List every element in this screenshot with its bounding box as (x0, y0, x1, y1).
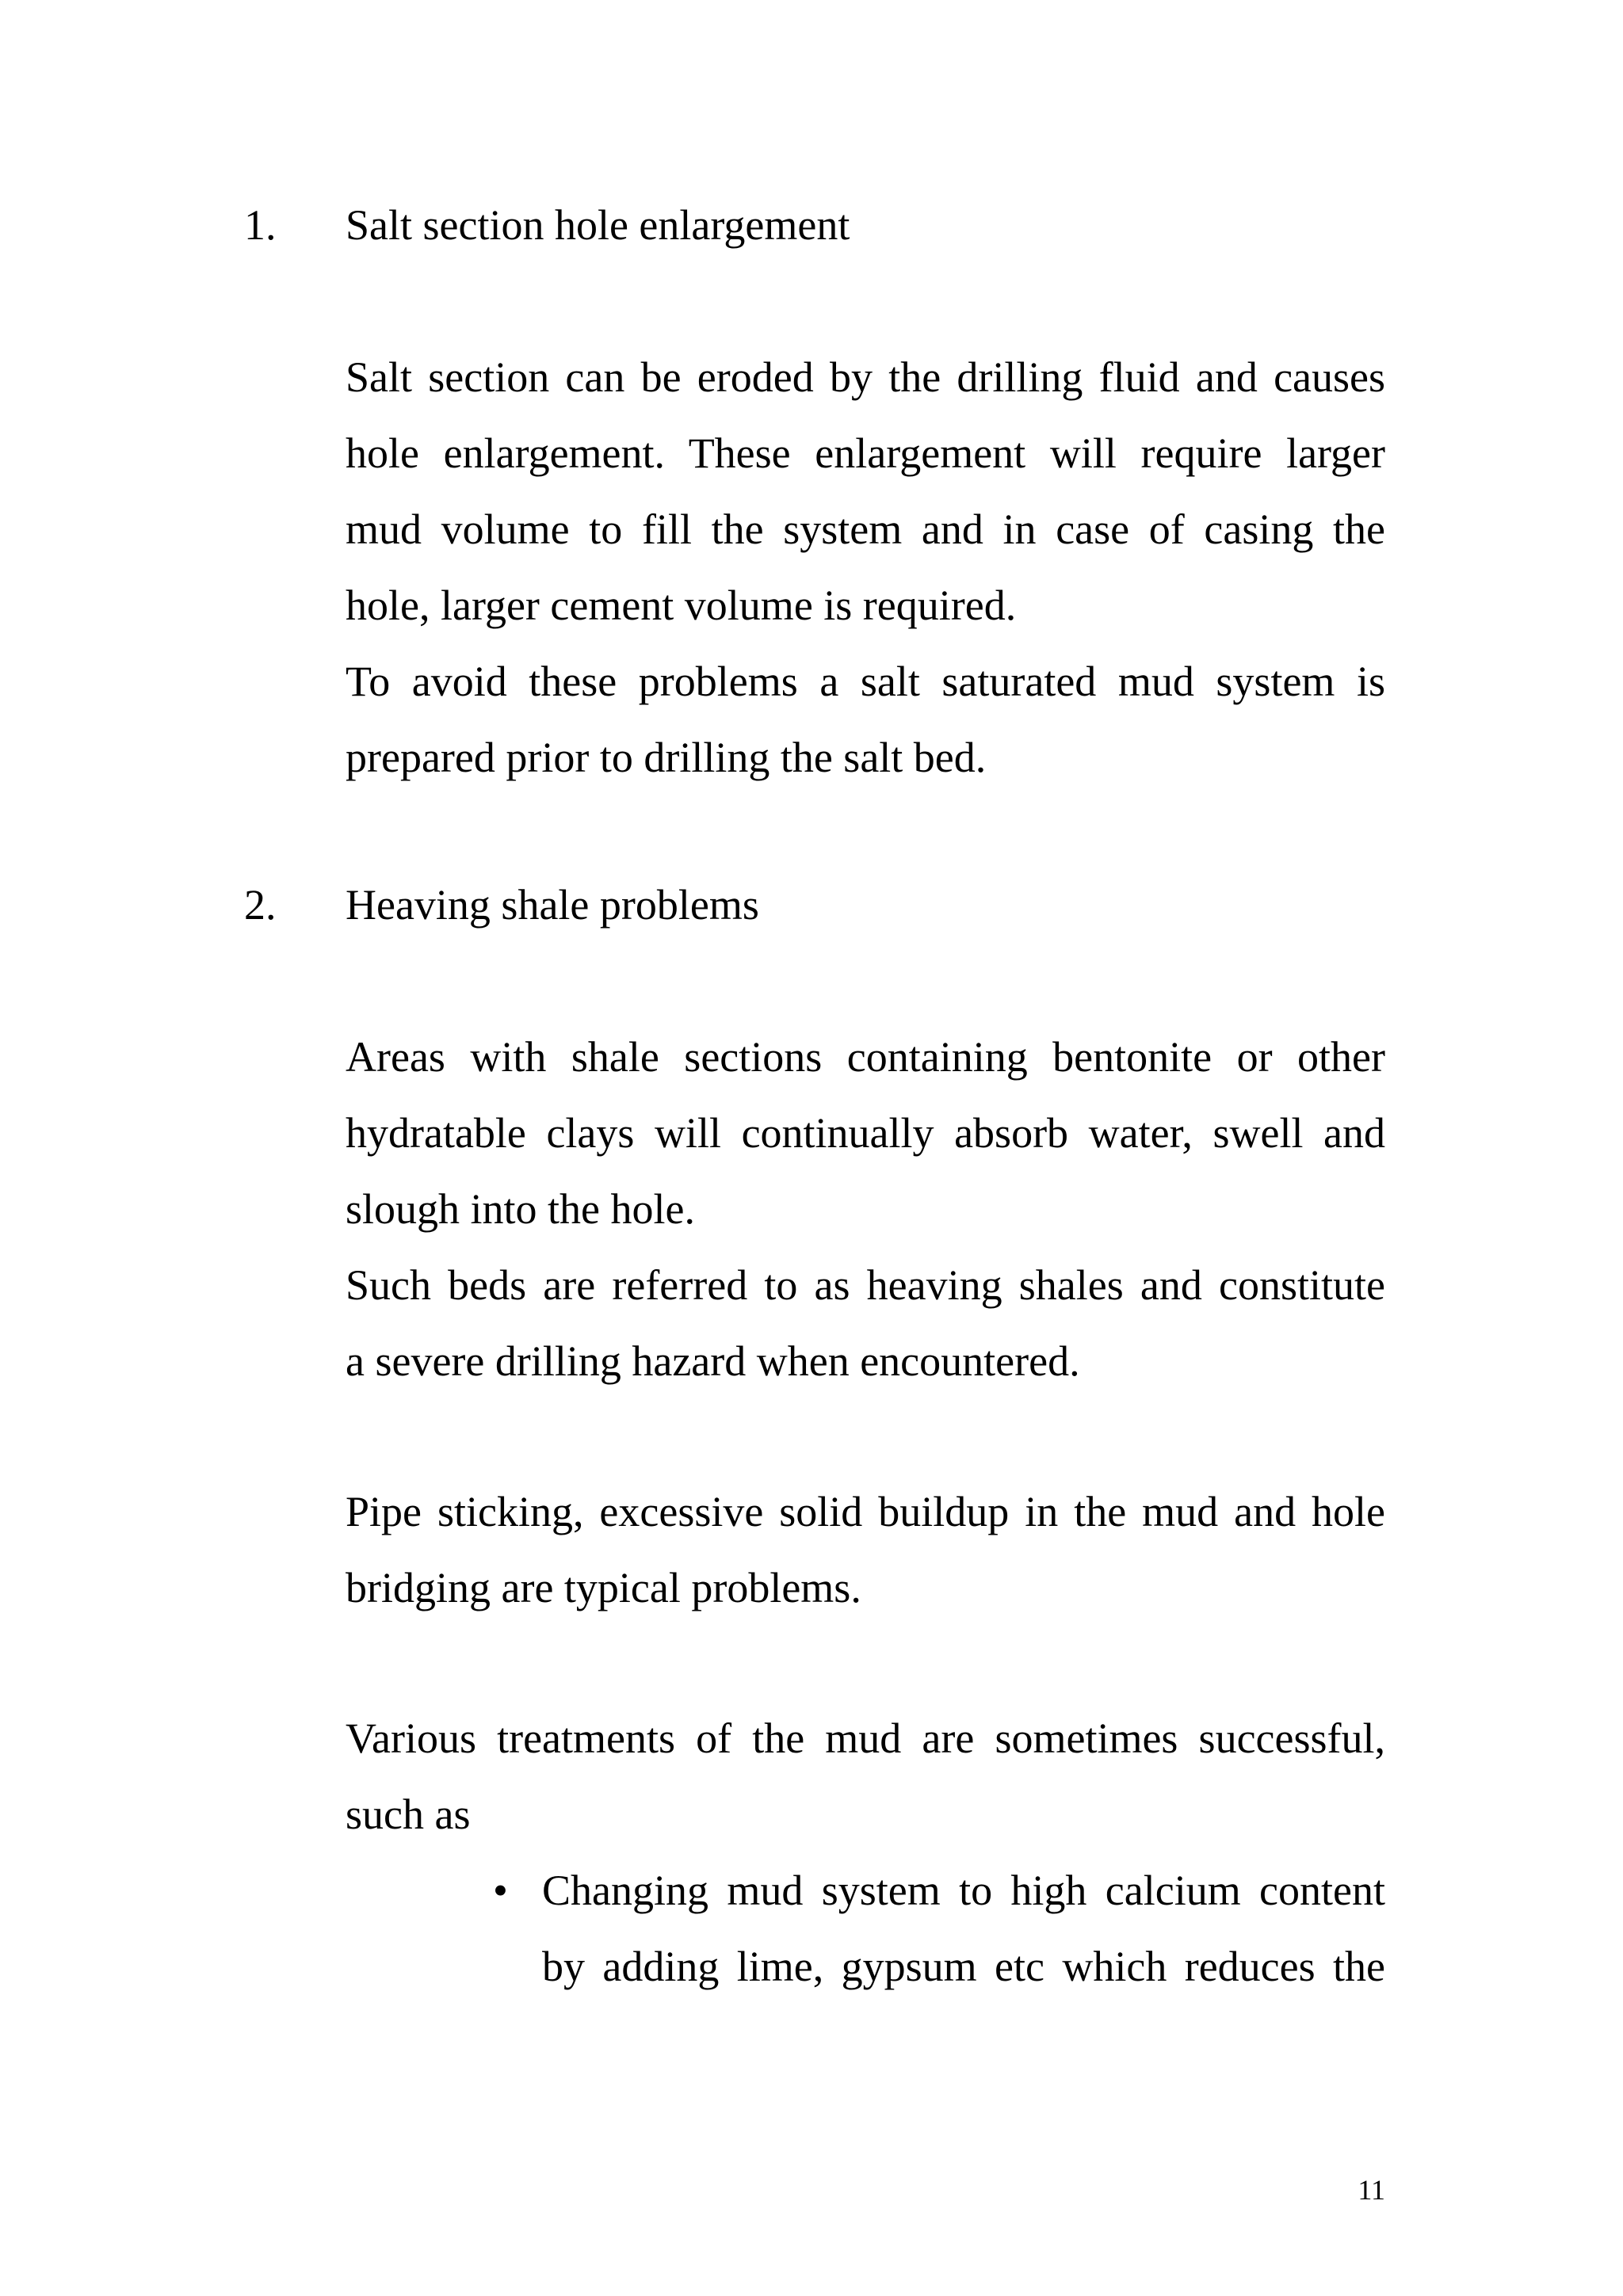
section-2-paragraph-4 (346, 1700, 1385, 1852)
paragraph-line: slough into the hole. (346, 1185, 695, 1233)
paragraph-line: Salt section can be eroded by the drilling fluid and causes (346, 353, 1385, 401)
paragraph-line: Various treatments of the mud are sometimes successful, (346, 1714, 1385, 1762)
paragraph-line: Such beds are referred to as heaving shales and constitute (346, 1261, 1385, 1309)
paragraph-line: hole enlargement. These enlargement will require larger (346, 429, 1385, 477)
page-number: 11 (1358, 2174, 1385, 2206)
bullet-item (542, 1852, 1385, 2004)
section-1-paragraph-1 (346, 339, 1385, 643)
section-1-heading: Salt section hole enlargement (346, 201, 850, 249)
paragraph-line: Pipe sticking, excessive solid buildup in the mud and hole (346, 1488, 1385, 1535)
bullet-line: Changing mud system to high calcium content (542, 1867, 1385, 1914)
paragraph-line: hydratable clays will continually absorb water, swell and (346, 1109, 1385, 1157)
section-2-heading: Heaving shale problems (346, 881, 759, 929)
paragraph-line: prepared prior to drilling the salt bed. (346, 734, 987, 781)
section-2-paragraph-3 (346, 1474, 1385, 1626)
section-2-paragraph-2 (346, 1247, 1385, 1399)
paragraph-line: mud volume to fill the system and in case of casing the (346, 505, 1385, 553)
paragraph-line: a severe drilling hazard when encountered. (346, 1337, 1080, 1385)
section-1-paragraph-2 (346, 643, 1385, 795)
section-1-number: 1. (244, 201, 277, 249)
bullet-dot-icon: • (493, 1867, 508, 1914)
paragraph-line: To avoid these problems a salt saturated mud system is (346, 658, 1385, 705)
section-2-number: 2. (244, 881, 277, 929)
paragraph-line: Areas with shale sections containing bentonite or other (346, 1033, 1385, 1081)
paragraph-line: bridging are typical problems. (346, 1564, 861, 1611)
paragraph-line: such as (346, 1791, 471, 1838)
bullet-line: by adding lime, gypsum etc which reduces the (542, 1943, 1385, 1990)
paragraph-line: hole, larger cement volume is required. (346, 582, 1017, 629)
section-2-paragraph-1 (346, 1019, 1385, 1247)
